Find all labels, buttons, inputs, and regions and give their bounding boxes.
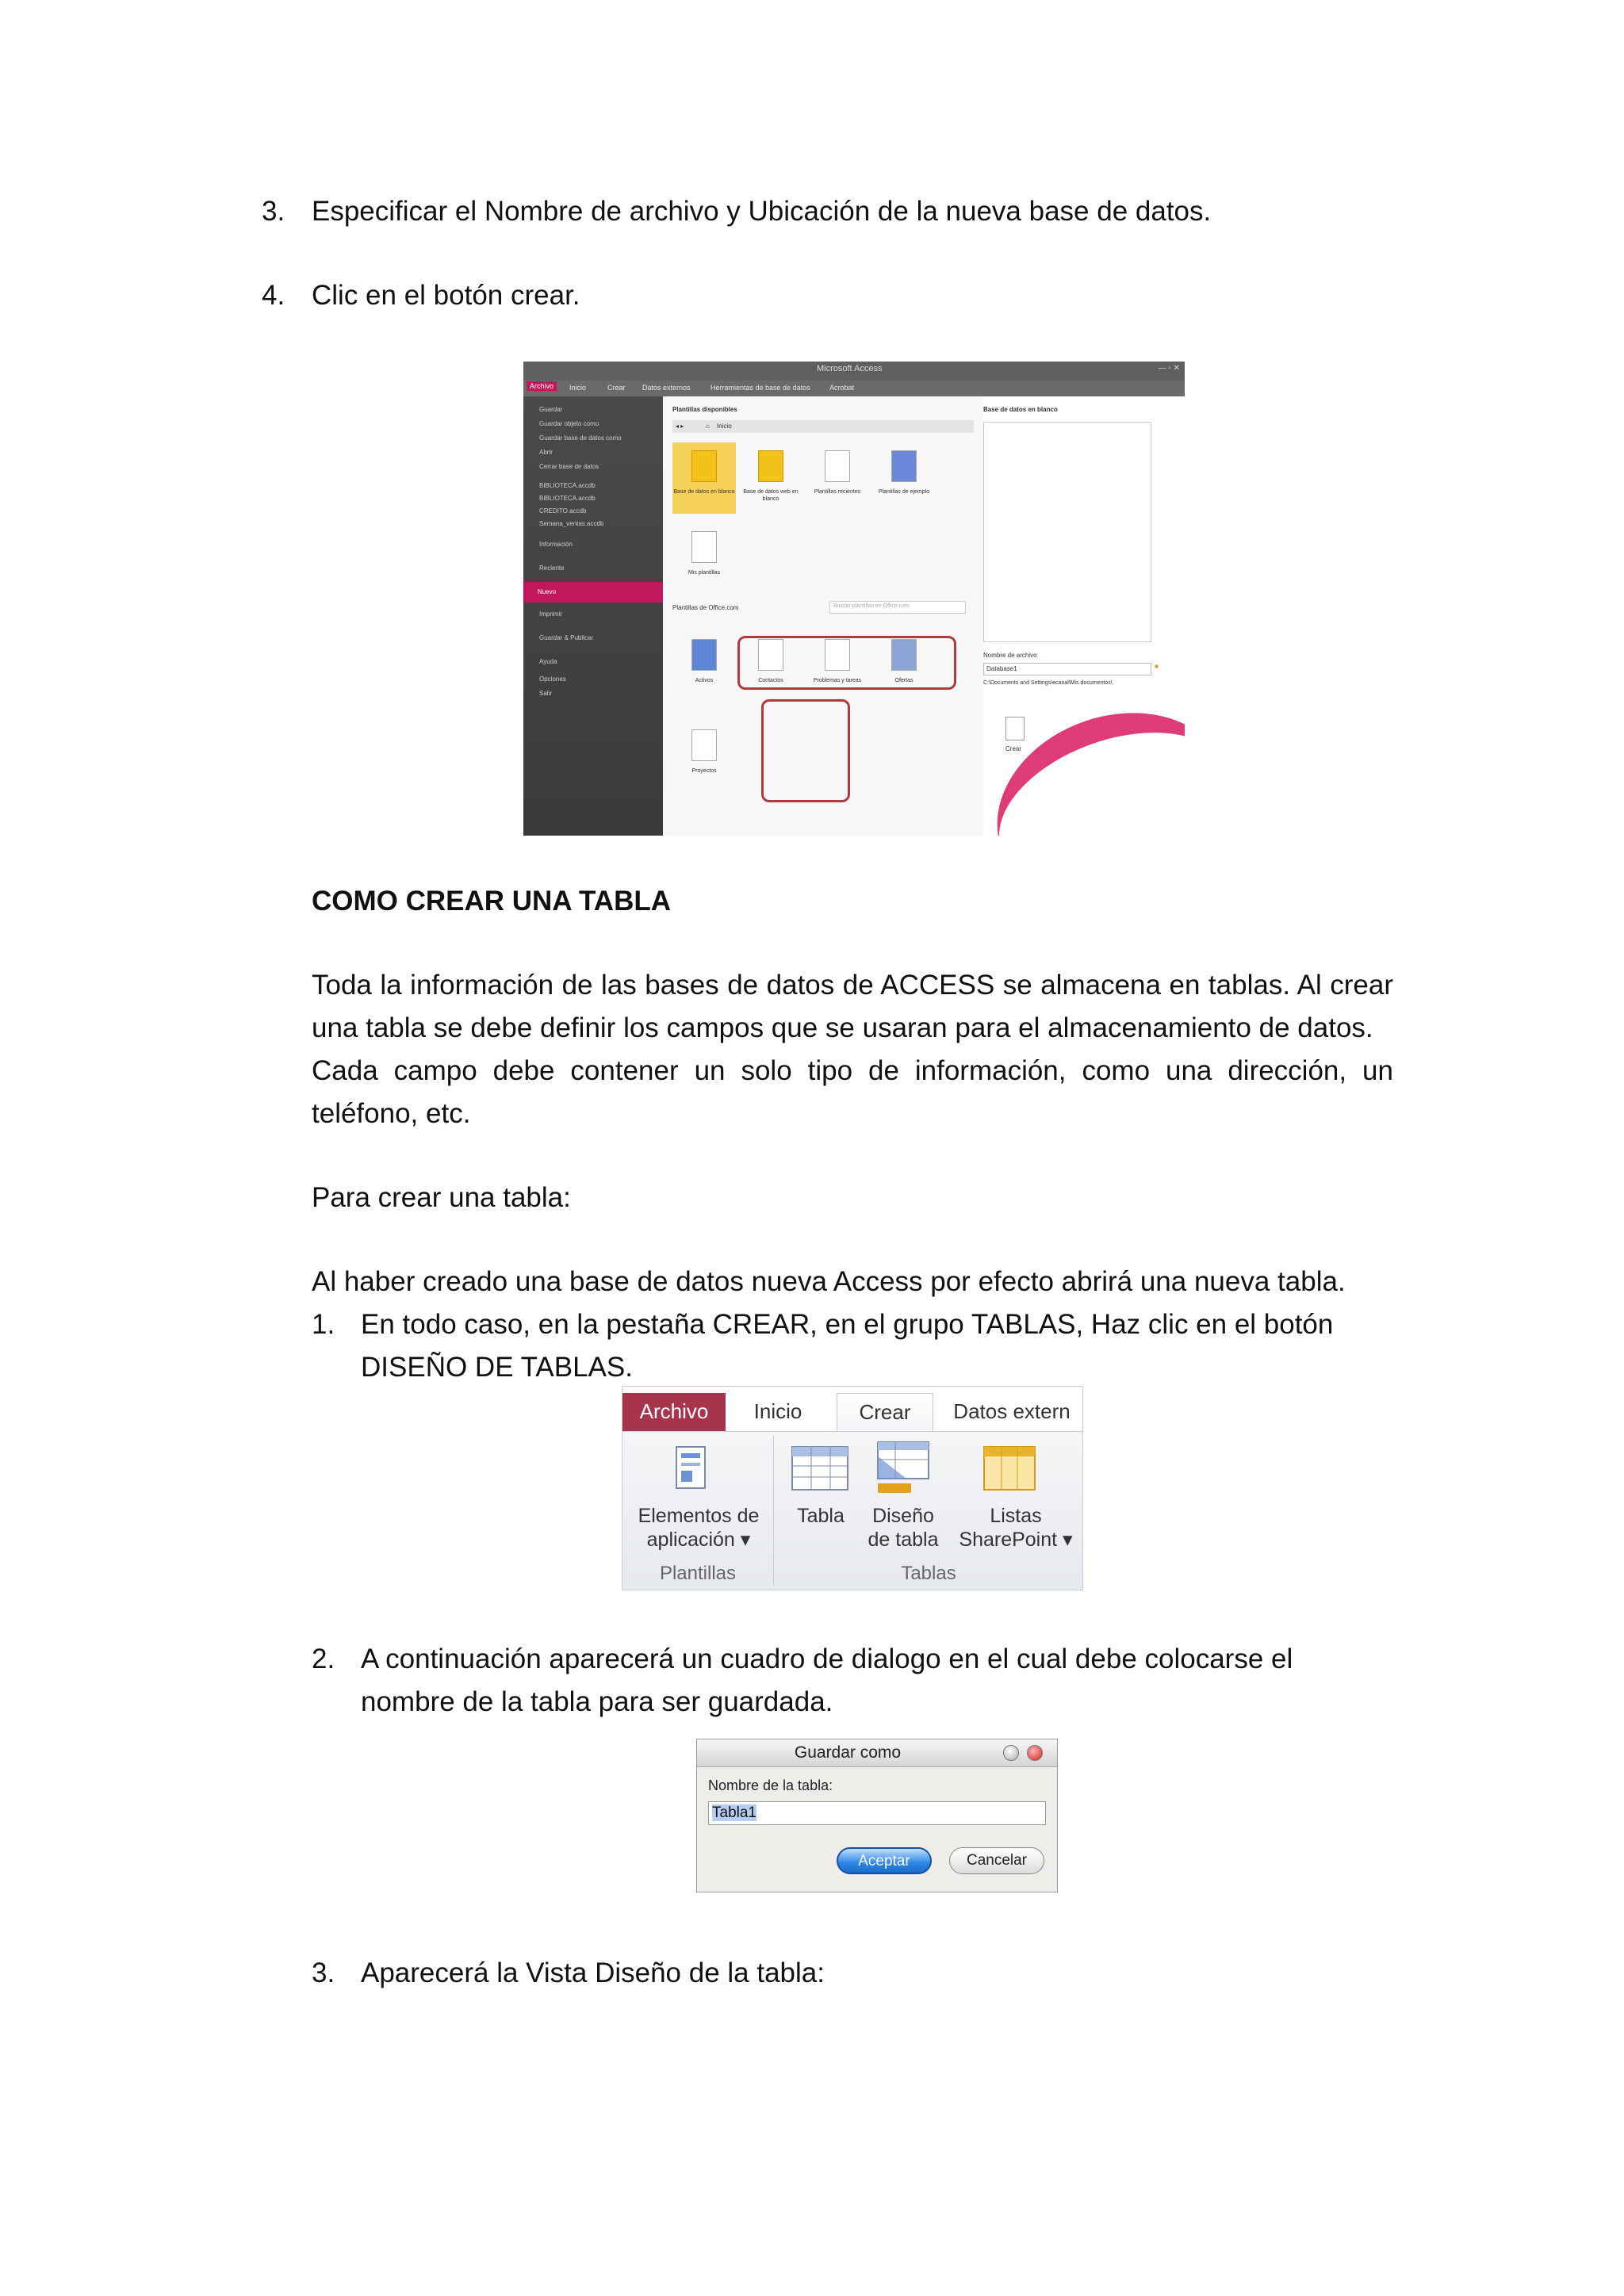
step-number: 1. [312, 1309, 335, 1340]
button-label: Elementos de [638, 1505, 760, 1527]
sidebar-item[interactable]: Guardar [539, 406, 563, 413]
sidebar-item[interactable]: Abrir [539, 449, 553, 456]
right-pane-title: Base de datos en blanco [983, 406, 1058, 413]
cancel-button[interactable]: Cancelar [949, 1847, 1044, 1874]
sidebar-item-imprimir[interactable]: Imprimir [539, 610, 562, 618]
sidebar-item[interactable]: Guardar objeto como [539, 420, 599, 427]
sharepoint-lists-icon [981, 1444, 1038, 1493]
paragraph: Al haber creado una base de datos nueva Access por efecto abrirá una nueva tabla. [312, 1266, 1346, 1297]
sidebar-item-ayuda[interactable]: Ayuda [539, 658, 557, 665]
filename-label: Nombre de archivo [983, 652, 1037, 659]
create-button[interactable] [999, 717, 1031, 761]
dialog-titlebar [697, 1739, 1058, 1767]
template-label: Plantillas de ejemplo [878, 489, 930, 495]
table-name-label: Nombre de la tabla: [708, 1777, 833, 1793]
tab-datos-externos[interactable]: Datos externos [642, 384, 691, 392]
template-my[interactable] [672, 523, 736, 595]
tab-crear[interactable]: Crear [607, 384, 626, 392]
group-label-plantillas: Plantillas [659, 1563, 737, 1584]
tab-inicio[interactable]: Inicio [569, 384, 587, 392]
folder-icon[interactable]: ■ [1155, 663, 1159, 670]
access-backstage-screenshot [523, 362, 1185, 836]
tab-acrobat[interactable]: Acrobat [829, 384, 855, 392]
tab-crear[interactable]: Crear [837, 1393, 933, 1431]
preview-box [983, 422, 1151, 642]
section-title: Plantillas disponibles [672, 406, 737, 413]
new-document-icon [1005, 717, 1025, 740]
office-search-input[interactable] [829, 601, 966, 614]
backstage-sidebar [523, 396, 663, 836]
template-label: Mis plantillas [688, 570, 721, 576]
template-label: Activos [695, 678, 714, 683]
office-template-proyectos[interactable] [672, 721, 736, 793]
ribbon-tab-row [622, 1387, 1083, 1432]
create-label: Crear [1005, 745, 1022, 752]
blank-db-pane [983, 396, 1185, 836]
step-text: Aparecerá la Vista Diseño de la tabla: [361, 1957, 825, 1988]
step-text: Especificar el Nombre de archivo y Ubicación de la nueva base de datos. [312, 196, 1212, 227]
sidebar-item-salir[interactable]: Salir [539, 690, 553, 697]
tab-inicio[interactable]: Inicio [753, 1399, 802, 1423]
filename-value: Database1 [986, 665, 1017, 672]
office-section-title: Plantillas de Office.com [672, 604, 739, 611]
template-label: Base de datos web en blanco [743, 489, 799, 502]
template-label: Contactos [758, 678, 783, 683]
paragraph: Para crear una tabla: [312, 1182, 571, 1213]
recent-file[interactable]: BIBLIOTECA.accdb [539, 495, 596, 502]
ribbon-screenshot [622, 1386, 1083, 1590]
section-heading: COMO CREAR UNA TABLA [312, 886, 672, 916]
application-parts-icon [672, 1444, 711, 1494]
table-icon [791, 1444, 851, 1493]
highlight-box [737, 636, 956, 690]
template-label: Ofertas [894, 678, 914, 683]
clock-icon [825, 450, 850, 482]
template-blank-web-db[interactable] [739, 442, 802, 514]
template-label: Base de datos en blanco [673, 489, 735, 495]
button-label: Diseño [872, 1505, 934, 1527]
accept-button[interactable]: Aceptar [837, 1847, 932, 1874]
my-templates-icon [691, 531, 717, 563]
assets-icon [691, 639, 717, 671]
office-template-activos[interactable] [672, 631, 736, 702]
sidebar-item-informacion[interactable]: Información [539, 541, 573, 548]
tab-herramientas[interactable]: Herramientas de base de datos [710, 384, 810, 392]
tab-archivo[interactable]: Archivo [622, 1393, 726, 1431]
step-text: En todo caso, en la pestaña CREAR, en el grupo TABLAS, Haz clic en el botón DISEÑO DE TABLAS. [361, 1309, 1334, 1383]
sidebar-item[interactable]: Guardar base de datos como [539, 434, 622, 442]
close-icon[interactable] [1027, 1745, 1043, 1761]
office-search-placeholder: Buscar plantillas en Office.com [833, 603, 910, 609]
database-icon [691, 450, 717, 482]
recent-file[interactable]: Semana_ventas.accdb [539, 520, 604, 527]
sidebar-item-guardar-publicar[interactable]: Guardar & Publicar [539, 634, 594, 641]
button-label: Listas [990, 1505, 1042, 1527]
sidebar-item-opciones[interactable]: Opciones [539, 675, 566, 683]
sharepoint-lists-button[interactable] [952, 1504, 1079, 1552]
save-as-dialog [696, 1739, 1058, 1892]
table-name-input[interactable] [708, 1801, 1046, 1825]
recent-file[interactable]: CREDITO.accdb [539, 507, 587, 515]
sample-templates-icon [891, 450, 917, 482]
button-label: SharePoint ▾ [959, 1529, 1073, 1551]
step-text: A continuación aparecerá un cuadro de dialogo en el cual debe colocarse el nombre de la tabla para ser guardada. [361, 1644, 1293, 1717]
table-button[interactable]: Tabla [797, 1505, 845, 1527]
nav-home[interactable]: Inicio [717, 423, 732, 430]
step-number: 4. [262, 280, 285, 311]
group-label-tablas: Tablas [901, 1563, 956, 1584]
dialog-title: Guardar como [794, 1743, 902, 1762]
sidebar-item[interactable]: Cerrar base de datos [539, 463, 599, 470]
template-recent[interactable] [806, 442, 869, 514]
nav-bar [672, 420, 974, 433]
step-number: 2. [312, 1644, 335, 1674]
filename-input[interactable] [983, 663, 1151, 675]
window-titlebar [523, 362, 1185, 381]
path-text: C:\Documents and Settings\ecanal\Mis documentos\ [983, 680, 1113, 686]
sidebar-item-reciente[interactable]: Reciente [539, 564, 565, 572]
help-icon[interactable] [1003, 1745, 1019, 1761]
window-controls[interactable]: — ▫ ✕ [1158, 364, 1180, 373]
ribbon-tabs [523, 381, 1185, 396]
web-database-icon [758, 450, 783, 482]
highlight-box [761, 699, 850, 802]
template-label: Problemas y tareas [813, 678, 862, 683]
table-design-icon [875, 1439, 932, 1496]
application-parts-button[interactable] [634, 1504, 764, 1552]
button-label: aplicación ▾ [646, 1529, 751, 1551]
template-samples[interactable] [872, 442, 936, 514]
window-title: Microsoft Access [817, 364, 883, 373]
table-name-value: Tabla1 [712, 1804, 756, 1821]
button-label: de tabla [868, 1529, 939, 1551]
step-number: 3. [312, 1957, 335, 1988]
tab-archivo[interactable]: Archivo [527, 381, 557, 391]
nav-arrows-icon[interactable]: ◂ ▸ [676, 423, 684, 430]
template-label: Plantillas recientes [814, 489, 861, 495]
template-blank-db[interactable] [672, 442, 736, 514]
table-design-button[interactable] [864, 1504, 943, 1552]
sidebar-item-nuevo[interactable]: Nuevo [523, 582, 663, 603]
step-number: 3. [262, 196, 285, 227]
recent-file[interactable]: BIBLIOTECA.accdb [539, 482, 596, 489]
step-text: Clic en el botón crear. [312, 280, 580, 311]
paragraph: Toda la información de las bases de datos de ACCESS se almacena en tablas. Al crear una tabla se debe definir los campos que se usaran para el almacenamiento de datos. [312, 970, 1393, 1043]
paragraph: Cada campo debe contener un solo tipo de información, como una dirección, un teléfono, etc. [312, 1055, 1393, 1129]
home-icon[interactable]: ⌂ [706, 423, 710, 430]
template-label: Proyectos [691, 768, 717, 774]
projects-icon [691, 729, 717, 761]
tab-datos-externos[interactable]: Datos extern [953, 1399, 1071, 1423]
